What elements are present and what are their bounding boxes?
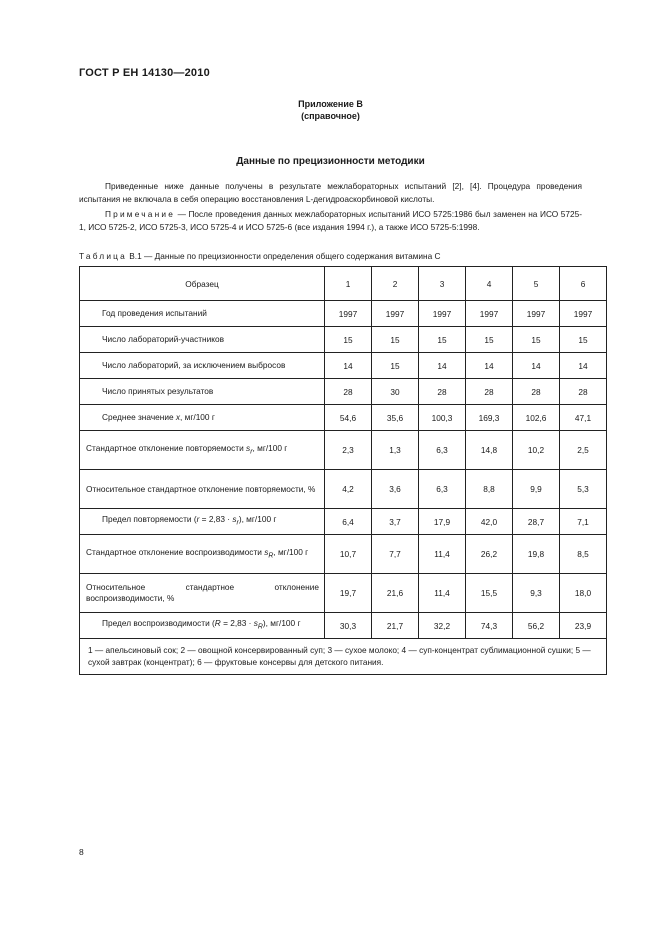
cell-value: 8,8 — [466, 470, 513, 509]
cell-value: 1997 — [419, 301, 466, 327]
header-sample-6: 6 — [560, 267, 607, 301]
table-row — [80, 301, 607, 327]
table-footnote: 1 — апельсиновый сок; 2 — овощной консервированный суп; 3 — сухое молоко; 4 — суп-концентрат сублимационной сушки; 5 — сухой завтрак (концентрат); 6 — фруктовые консервы для детского питания. — [80, 639, 607, 675]
row-label: Число лабораторий-участников — [80, 327, 325, 353]
row-label-text: = 2,83 · — [220, 618, 254, 629]
cell-value: 11,4 — [419, 535, 466, 574]
header-sample-4: 4 — [466, 267, 513, 301]
row-label-text: Стандартное отклонение воспроизводимости — [86, 546, 265, 557]
cell-value: 28,7 — [513, 509, 560, 535]
row-label-text: Предел повторяемости ( — [102, 514, 197, 525]
cell-value: 14 — [325, 353, 372, 379]
cell-value: 6,3 — [419, 431, 466, 470]
cell-value: 30 — [372, 379, 419, 405]
cell-value: 21,6 — [372, 574, 419, 613]
cell-value: 14 — [419, 353, 466, 379]
cell-value: 1997 — [513, 301, 560, 327]
cell-value: 14,8 — [466, 431, 513, 470]
row-label: Год проведения испытаний — [80, 301, 325, 327]
table-footnote-row — [80, 639, 607, 675]
header-sample-3: 3 — [419, 267, 466, 301]
cell-value: 15 — [560, 327, 607, 353]
annex-heading — [0, 98, 661, 122]
cell-value: 5,3 — [560, 470, 607, 509]
cell-value: 15 — [325, 327, 372, 353]
annex-type: (справочное) — [301, 111, 360, 121]
cell-value: 7,7 — [372, 535, 419, 574]
cell-value: 28 — [560, 379, 607, 405]
section-title: Данные по прецизионности методики — [236, 156, 425, 167]
cell-value: 15,5 — [466, 574, 513, 613]
row-label-variable: х — [175, 412, 181, 422]
cell-value: 1,3 — [372, 431, 419, 470]
row-label-variable: s — [246, 442, 251, 453]
row-label-variable: s — [264, 546, 269, 557]
cell-value: 7,1 — [560, 509, 607, 535]
cell-value: 2,5 — [560, 431, 607, 470]
table-row — [80, 405, 607, 431]
table-row — [80, 613, 607, 639]
cell-value: 6,4 — [325, 509, 372, 535]
table-row — [80, 574, 607, 613]
note-paragraph — [79, 208, 582, 234]
row-label-text: Среднее значение — [102, 412, 176, 422]
cell-value: 1997 — [466, 301, 513, 327]
row-label-variable: s — [232, 514, 237, 525]
cell-value: 54,6 — [325, 405, 372, 431]
cell-value: 21,7 — [372, 613, 419, 639]
table-header-row — [80, 267, 607, 301]
table-row — [80, 509, 607, 535]
row-label-text: ), мг/100 г — [262, 618, 301, 629]
cell-value: 169,3 — [466, 405, 513, 431]
note-label: Примечание — [105, 209, 176, 219]
cell-value: 14 — [560, 353, 607, 379]
cell-value: 11,4 — [419, 574, 466, 613]
header-sample-5: 5 — [513, 267, 560, 301]
note-text: — После проведения данных межлабораторных испытаний ИСО 5725:1986 был заменен на ИСО 5725-1, ИСО 5725-2, ИСО 5725-3, ИСО 5725-4 и ИСО 5725-6 (все издания 1994 г.), а также ИСО 5725-5:1998. — [79, 209, 582, 232]
cell-value: 100,3 — [419, 405, 466, 431]
cell-value: 28 — [419, 379, 466, 405]
row-label: Число лабораторий, за исключением выбросов — [80, 353, 325, 379]
row-label-subscript: R — [257, 623, 263, 631]
cell-value: 1997 — [560, 301, 607, 327]
cell-value: 6,3 — [419, 470, 466, 509]
cell-value: 19,7 — [325, 574, 372, 613]
table-caption — [79, 251, 589, 261]
cell-value: 15 — [466, 327, 513, 353]
cell-value: 1997 — [325, 301, 372, 327]
intro-paragraph — [79, 180, 582, 206]
row-label — [80, 431, 325, 470]
row-label-variable: R — [214, 618, 221, 629]
cell-value: 32,2 — [419, 613, 466, 639]
cell-value: 28 — [513, 379, 560, 405]
row-label-text: Стандартное отклонение повторяемости — [86, 442, 247, 453]
precision-table — [79, 266, 607, 675]
document-code: ГОСТ Р ЕН 14130—2010 — [79, 67, 210, 79]
cell-value: 3,7 — [372, 509, 419, 535]
row-label: Относительное стандартное отклонение воспроизводимости, % — [80, 574, 325, 613]
table-caption-text: В.1 — Данные по прецизионности определения общего содержания витамина С — [129, 251, 441, 261]
table-row — [80, 470, 607, 509]
header-sample-2: 2 — [372, 267, 419, 301]
row-label — [80, 535, 325, 574]
row-label-text: ), мг/100 г — [238, 514, 277, 525]
cell-value: 19,8 — [513, 535, 560, 574]
row-label-variable: r — [196, 514, 200, 525]
header-sample-1: 1 — [325, 267, 372, 301]
annex-title: Приложение В — [298, 99, 363, 109]
cell-value: 56,2 — [513, 613, 560, 639]
row-label-variable: s — [253, 618, 258, 629]
cell-value: 47,1 — [560, 405, 607, 431]
cell-value: 14 — [466, 353, 513, 379]
cell-value: 42,0 — [466, 509, 513, 535]
row-label-text: , мг/100 г — [273, 546, 309, 557]
table-row — [80, 353, 607, 379]
table-row — [80, 327, 607, 353]
row-label-text: , мг/100 г — [180, 412, 215, 422]
row-label-subscript: r — [250, 448, 253, 456]
row-label-subscript: r — [236, 519, 239, 527]
table-row — [80, 379, 607, 405]
cell-value: 10,7 — [325, 535, 372, 574]
cell-value: 15 — [372, 327, 419, 353]
cell-value: 3,6 — [372, 470, 419, 509]
cell-value: 74,3 — [466, 613, 513, 639]
cell-value: 4,2 — [325, 470, 372, 509]
page-number: 8 — [79, 847, 84, 857]
row-label: Относительное стандартное отклонение повторяемости, % — [80, 470, 325, 509]
row-label-text: , мг/100 г — [252, 442, 288, 453]
row-label-text: = 2,83 · — [199, 514, 233, 525]
row-label — [80, 405, 325, 431]
cell-value: 10,2 — [513, 431, 560, 470]
cell-value: 23,9 — [560, 613, 607, 639]
cell-value: 28 — [325, 379, 372, 405]
cell-value: 9,3 — [513, 574, 560, 613]
cell-value: 15 — [419, 327, 466, 353]
cell-value: 28 — [466, 379, 513, 405]
cell-value: 30,3 — [325, 613, 372, 639]
intro-paragraph-text: Приведенные ниже данные получены в результате межлабораторных испытаний [2], [4]. Процедура проведения испытания не включала в себя операцию восстановления L-дегидроаскорбиновой кислоты. — [79, 181, 582, 204]
cell-value: 15 — [372, 353, 419, 379]
cell-value: 18,0 — [560, 574, 607, 613]
row-label-subscript: R — [268, 552, 274, 560]
cell-value: 8,5 — [560, 535, 607, 574]
cell-value: 14 — [513, 353, 560, 379]
cell-value: 17,9 — [419, 509, 466, 535]
table-row — [80, 535, 607, 574]
cell-value: 9,9 — [513, 470, 560, 509]
cell-value: 26,2 — [466, 535, 513, 574]
row-label — [80, 613, 325, 639]
row-label-text: Предел воспроизводимости ( — [102, 618, 215, 629]
row-label — [80, 509, 325, 535]
row-label: Число принятых результатов — [80, 379, 325, 405]
table-row — [80, 431, 607, 470]
table-caption-label: Таблица — [79, 251, 127, 261]
cell-value: 2,3 — [325, 431, 372, 470]
cell-value: 15 — [513, 327, 560, 353]
header-sample: Образец — [80, 267, 325, 301]
cell-value: 102,6 — [513, 405, 560, 431]
cell-value: 35,6 — [372, 405, 419, 431]
cell-value: 1997 — [372, 301, 419, 327]
